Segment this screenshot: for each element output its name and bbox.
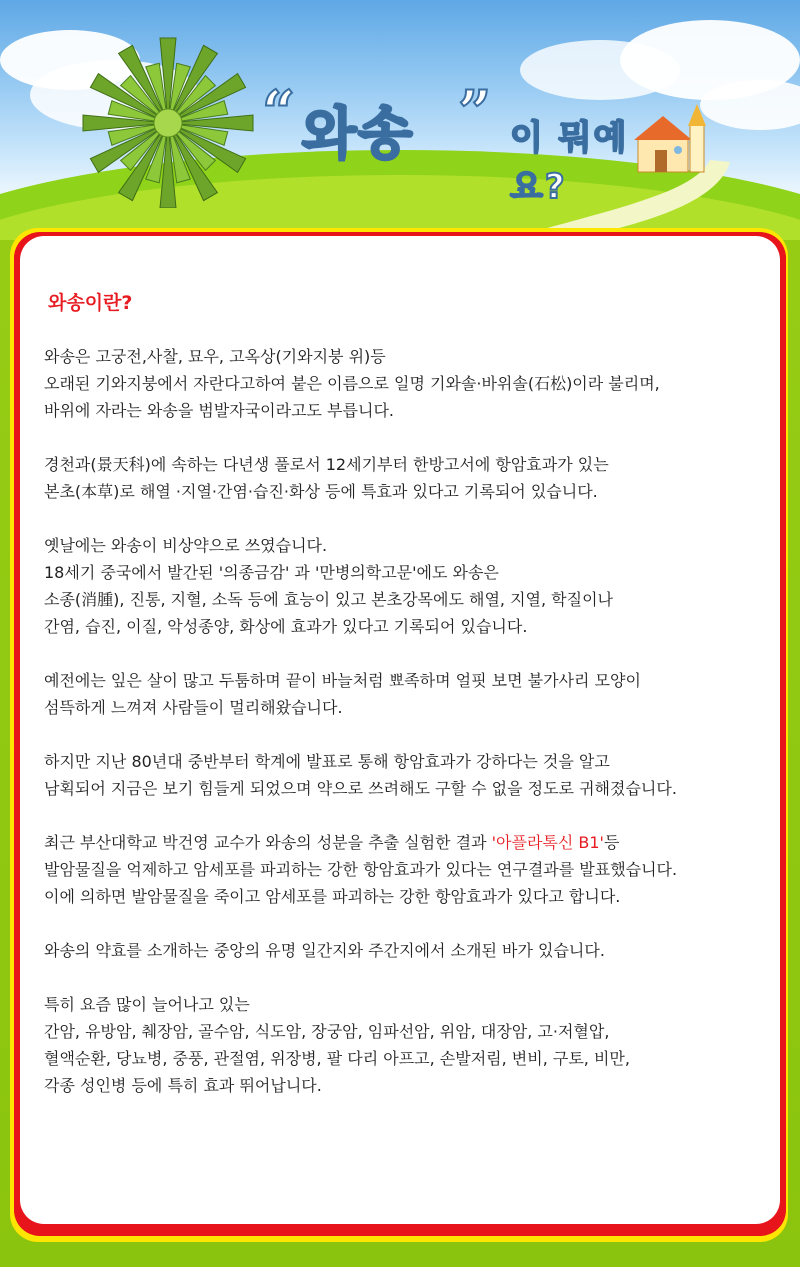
cloud-shape — [700, 80, 800, 130]
paragraph — [44, 451, 774, 505]
text-line: 간암, 유방암, 췌장암, 골수암, 식도암, 장궁암, 임파선암, 위암, 대장암, 고·저혈압, — [44, 1022, 610, 1041]
text-line: 오래된 기와지붕에서 자란다고하여 붙은 이름으로 일명 기와솔·바위솔(石松)이라 불리며, — [44, 374, 660, 393]
text-line: 간염, 습진, 이질, 악성종양, 화상에 효과가 있다고 기록되어 있습니다. — [44, 617, 528, 636]
text-line: 남획되어 지금은 보기 힘들게 되었으며 약으로 쓰려해도 구할 수 없을 정도로 귀해졌습니다. — [44, 779, 677, 798]
text-line: 특히 요즘 많이 늘어나고 있는 — [44, 995, 250, 1014]
text-segment: 최근 부산대학교 박건영 교수가 와송의 성분을 추출 실험한 결과 — [44, 833, 492, 852]
text-line: 각종 성인병 등에 특히 효과 뛰어납니다. — [44, 1076, 322, 1095]
paragraph — [44, 991, 774, 1099]
header-banner — [0, 0, 800, 240]
text-line: 와송의 약효를 소개하는 중앙의 유명 일간지와 주간지에서 소개된 바가 있습니다. — [44, 941, 605, 960]
page-title — [262, 70, 682, 207]
paragraph — [44, 532, 774, 640]
text-line: 와송은 고궁전,사찰, 묘우, 고옥상(기와지붕 위)등 — [44, 347, 386, 366]
text-line: 소종(消腫), 진통, 지혈, 소독 등에 효능이 있고 본초강목에도 해열, 지열, 학질이나 — [44, 590, 613, 609]
paragraph — [44, 748, 774, 802]
text-line: 본초(本草)로 해열 ·지열·간염·습진·화상 등에 특효과 있다고 기록되어 있습니다. — [44, 482, 598, 501]
text-line — [44, 829, 774, 856]
paragraph — [44, 667, 774, 721]
text-line: 혈액순환, 당뇨병, 중풍, 관절염, 위장병, 팔 다리 아프고, 손발저림, 변비, 구토, 비만, — [44, 1049, 630, 1068]
paragraph — [44, 937, 774, 964]
text-line: 18세기 중국에서 발간된 '의종금감' 과 '만병의학고문'에도 와송은 — [44, 563, 499, 582]
article-body — [44, 343, 774, 1126]
highlight-text: '아플라톡신 B1' — [491, 833, 604, 852]
paragraph — [44, 343, 774, 424]
text-line: 발암물질을 억제하고 암세포를 파괴하는 강한 항암효과가 있다는 연구결과를 발표했습니다. — [44, 860, 678, 879]
paragraph — [44, 829, 774, 910]
text-line: 경천과(景天科)에 속하는 다년생 풀로서 12세기부터 한방고서에 항암효과가 있는 — [44, 455, 609, 474]
text-line: 이에 의하면 발암물질을 죽이고 암세포를 파괴하는 강한 항암효과가 있다고 합니다. — [44, 887, 621, 906]
text-line: 하지만 지난 80년대 중반부터 학계에 발표로 통해 항암효과가 강하다는 것을 알고 — [44, 752, 610, 771]
quote-close: ” — [458, 78, 492, 146]
house-icon — [630, 98, 710, 178]
text-line: 옛날에는 와송이 비상약으로 쓰였습니다. — [44, 536, 328, 555]
title-subtitle: 이 뭐예요? — [510, 118, 629, 207]
text-line: 예전에는 잎은 살이 많고 두툼하며 끝이 바늘처럼 뾰족하며 얼핏 보면 불가사리 모양이 — [44, 671, 641, 690]
plant-illustration — [78, 28, 258, 208]
text-line: 섬뜩하게 느껴져 사람들이 멀리해왔습니다. — [44, 698, 343, 717]
section-heading: 와송이란? — [48, 292, 133, 314]
quote-open: “ — [262, 78, 296, 146]
title-text: 와송 — [302, 102, 415, 167]
text-segment: 등 — [603, 833, 620, 852]
text-line: 바위에 자라는 와송을 범발자국이라고도 부릅니다. — [44, 401, 395, 420]
